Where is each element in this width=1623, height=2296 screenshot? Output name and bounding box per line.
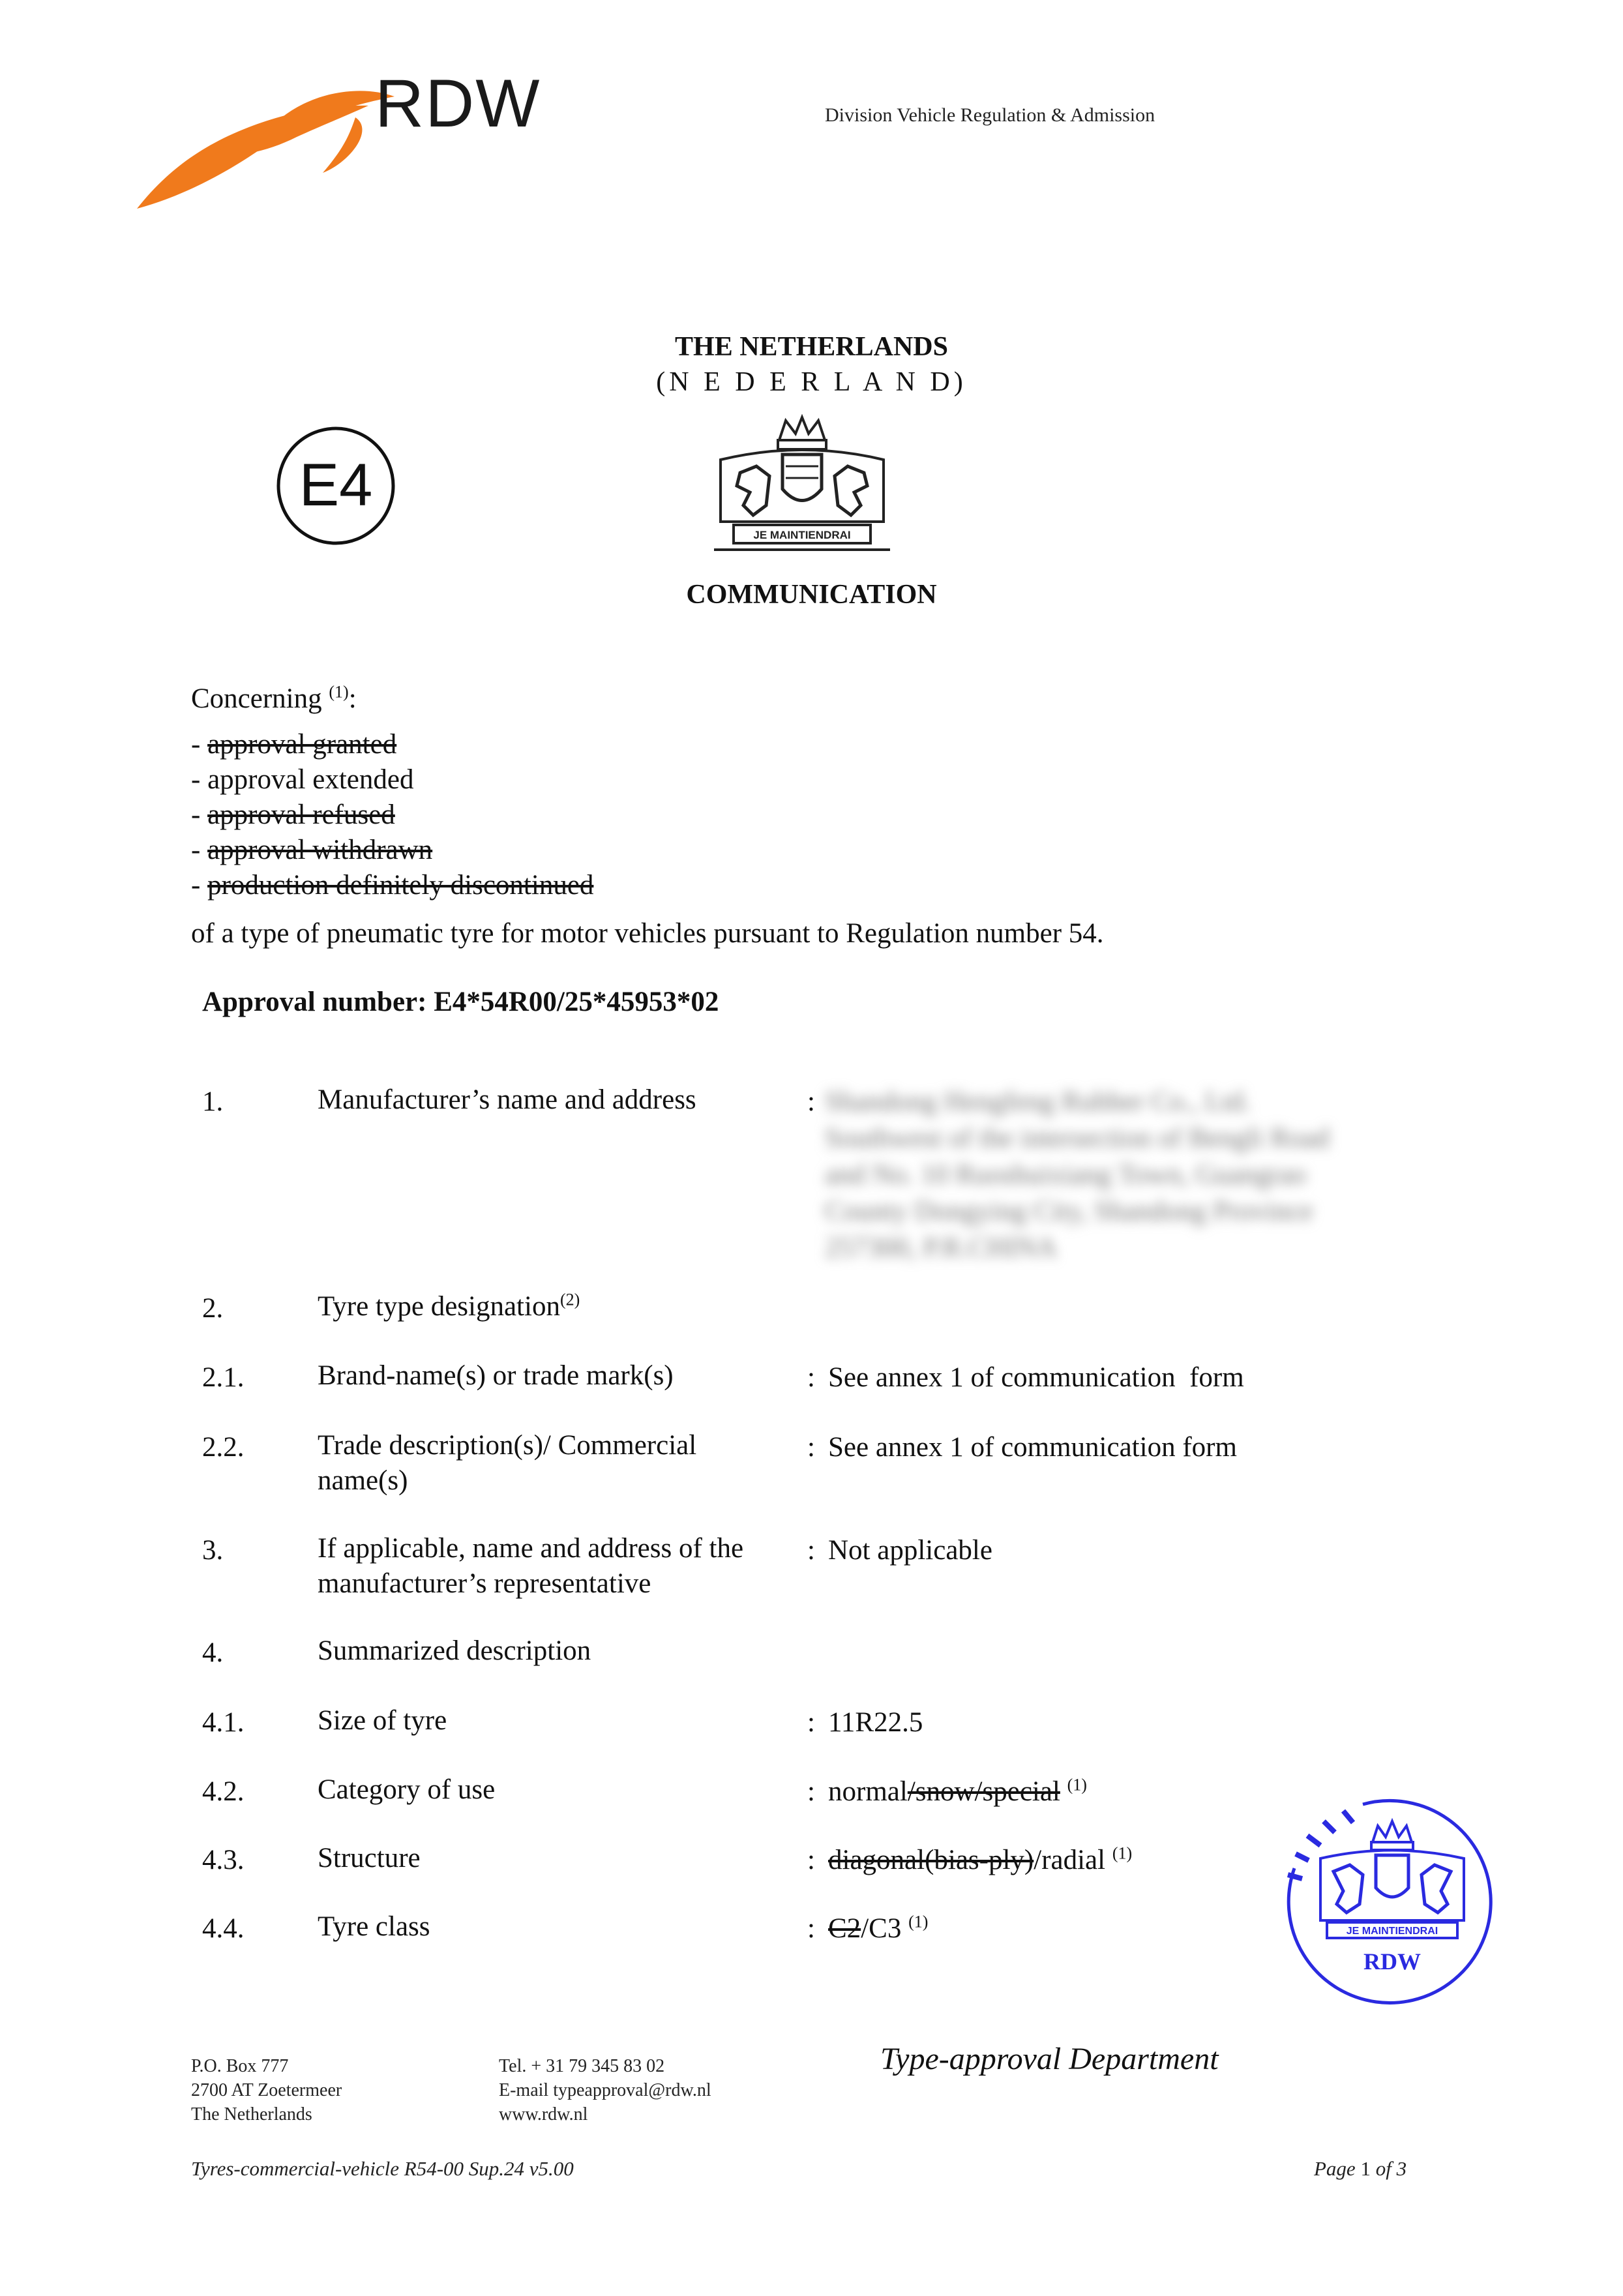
approval-number: Approval number: E4*54R00/25*45953*02	[202, 987, 719, 1017]
item-4-2-number: 4.2.	[202, 1776, 245, 1807]
item-4-3-label: Structure	[318, 1843, 421, 1873]
item-4-1-value: 11R22.5	[828, 1707, 923, 1738]
item-4-4-number: 4.4.	[202, 1913, 245, 1944]
footer-phone: Tel. + 31 79 345 83 02	[499, 2056, 665, 2076]
item-4-3-colon: :	[807, 1845, 815, 1875]
concerning-statement: of a type of pneumatic tyre for motor vehicles pursuant to Regulation number 54.	[191, 918, 1104, 949]
footer-website[interactable]: www.rdw.nl	[499, 2104, 588, 2125]
item-2-1-number: 2.1.	[202, 1362, 245, 1393]
item-2-number: 2.	[202, 1293, 224, 1324]
item-4-1-colon: :	[807, 1707, 815, 1738]
coat-of-arms	[707, 414, 897, 558]
signature-department: Type-approval Department	[880, 2042, 1219, 2076]
item-2-2-label: Trade description(s)/ Commercial name(s)	[318, 1430, 697, 1496]
division-title: Division Vehicle Regulation & Admission	[825, 104, 1155, 126]
item-4-4-label: Tyre class	[318, 1911, 430, 1942]
manufacturer-address-redacted: Shandong Hengfeng Rubber Co., Ltd. Southwest of the intersection of Bengli Road and No. 10 Ruoshuixiang Town, Guangrao County Dongying City, Shandong Province 257300, P.R.CHINA	[825, 1086, 1330, 1263]
item-3-colon: :	[807, 1535, 815, 1566]
item-2-1-label: Brand-name(s) or trade mark(s)	[318, 1360, 674, 1391]
item-4-3-value: diagonal(bias-ply)/radial $^{(1)}$	[828, 1843, 1133, 1875]
item-4-1-number: 4.1.	[202, 1707, 245, 1738]
rdw-wing-icon	[134, 65, 414, 215]
item-1-label: Manufacturer’s name and address	[318, 1084, 696, 1115]
stamp-rdw-text: RDW	[1363, 1948, 1421, 1975]
country-title: THE NETHERLANDS	[675, 332, 948, 362]
item-2-label: Tyre type designation$^{(2)}$	[318, 1290, 580, 1322]
official-stamp	[1275, 1797, 1496, 2018]
item-4-4-value: C2/C3 $^{(1)}$	[828, 1912, 929, 1944]
page-indicator: Page 1 of 3	[1314, 2157, 1407, 2180]
list-item: - production definitely discontinued	[191, 870, 594, 901]
rdw-logo	[134, 65, 551, 215]
item-1-number: 1.	[202, 1086, 224, 1117]
item-4-4-colon: :	[807, 1913, 815, 1944]
item-3-label: If applicable, name and address of the manufacturer’s representative	[318, 1533, 744, 1599]
item-2-2-colon: :	[807, 1432, 815, 1463]
e4-mark-text: E4	[299, 452, 373, 518]
concerning-list	[191, 727, 593, 903]
item-2-2-number: 2.2.	[202, 1432, 245, 1463]
list-item: - approval withdrawn	[191, 835, 433, 865]
item-4-2-label: Category of use	[318, 1774, 496, 1805]
item-4-label: Summarized description	[318, 1635, 591, 1666]
communication-heading: COMMUNICATION	[686, 580, 937, 610]
footer-email[interactable]: E-mail typeapproval@rdw.nl	[499, 2080, 711, 2100]
item-4-2-value: normal/snow/special $^{(1)}$	[828, 1775, 1087, 1807]
item-4-3-number: 4.3.	[202, 1845, 245, 1875]
concerning-label: Concerning $^{(1)}$:	[191, 682, 357, 714]
item-2-1-colon: :	[807, 1362, 815, 1393]
item-3-number: 3.	[202, 1535, 224, 1566]
item-4-1-label: Size of tyre	[318, 1705, 447, 1736]
list-item: - approval extended	[191, 764, 414, 795]
item-4-2-colon: :	[807, 1776, 815, 1807]
e4-approval-mark	[274, 424, 398, 548]
item-2-2-value: See annex 1 of communication form	[828, 1432, 1237, 1463]
footer-address: P.O. Box 777 2700 AT Zoetermeer The Netherlands	[191, 2056, 342, 2125]
item-1-colon: :	[807, 1086, 815, 1117]
coat-motto-text: JE MAINTIENDRAI	[753, 529, 851, 541]
rdw-logo-text: RDW	[375, 66, 541, 142]
stamp-motto-text: JE MAINTIENDRAI	[1346, 1926, 1438, 1937]
item-2-1-value: See annex 1 of communication form	[828, 1362, 1244, 1393]
stamp-seal-icon	[1275, 1797, 1496, 2018]
list-item: - approval granted	[191, 729, 397, 760]
country-native-title: (N E D E R L A N D)	[656, 367, 967, 397]
concerning-footnote: (1)	[329, 682, 349, 702]
coat-of-arms-icon	[707, 414, 897, 558]
item-4-number: 4.	[202, 1637, 224, 1668]
item-3-value: Not applicable	[828, 1535, 992, 1566]
footer-contact	[499, 2054, 711, 2126]
document-reference: Tyres-commercial-vehicle R54-00 Sup.24 v5.00	[191, 2157, 574, 2180]
list-item: - approval refused	[191, 799, 395, 830]
